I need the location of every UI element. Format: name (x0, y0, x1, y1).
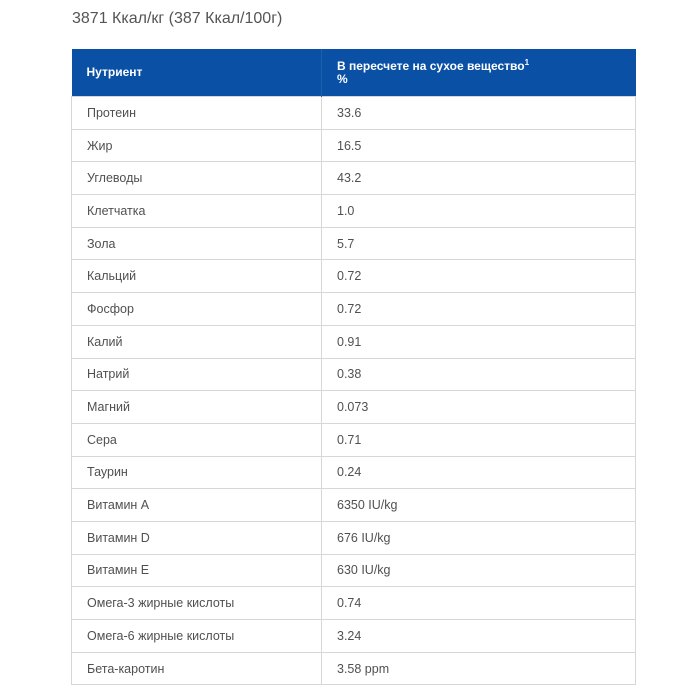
nutrient-value: 0.073 (322, 391, 636, 424)
table-row (72, 260, 636, 293)
nutrient-value: 0.71 (322, 423, 636, 456)
nutrient-name: Витамин Е (72, 554, 322, 587)
nutrient-name: Витамин D (72, 521, 322, 554)
nutrient-name: Фосфор (72, 293, 322, 326)
table-row (72, 97, 636, 130)
header-footnote-marker: 1 (524, 57, 530, 67)
nutrient-value: 43.2 (322, 162, 636, 195)
nutrient-name: Магний (72, 391, 322, 424)
table-row (72, 358, 636, 391)
nutrient-value: 0.72 (322, 260, 636, 293)
nutrient-value: 16.5 (322, 129, 636, 162)
table-row (72, 195, 636, 228)
nutrient-value: 3.58 ppm (322, 652, 636, 685)
nutrient-name: Таурин (72, 456, 322, 489)
table-body (72, 97, 636, 685)
nutrient-value: 0.91 (322, 325, 636, 358)
table-row (72, 227, 636, 260)
nutrient-name: Бета-каротин (72, 652, 322, 685)
table-row (72, 652, 636, 685)
energy-heading: 3871 Ккал/кг (387 Ккал/100г) (72, 10, 283, 27)
table-header-row (72, 49, 636, 97)
nutrient-value: 1.0 (322, 195, 636, 228)
nutrient-value: 3.24 (322, 620, 636, 653)
table-row (72, 521, 636, 554)
header-dry-matter-label: В пересчете на сухое вещество (337, 58, 525, 73)
table-row (72, 162, 636, 195)
nutrient-value: 676 IU/kg (322, 521, 636, 554)
table-row (72, 129, 636, 162)
table-row (72, 620, 636, 653)
nutrient-name: Протеин (72, 97, 322, 130)
table-row (72, 423, 636, 456)
nutrient-value: 0.72 (322, 293, 636, 326)
table-row (72, 293, 636, 326)
header-nutrient: Нутриент (72, 49, 322, 97)
nutrient-name: Жир (72, 129, 322, 162)
table-row (72, 554, 636, 587)
nutrient-name: Углеводы (72, 162, 322, 195)
nutrient-value: 0.24 (322, 456, 636, 489)
nutrient-value: 5.7 (322, 227, 636, 260)
nutrient-value: 630 IU/kg (322, 554, 636, 587)
table-row (72, 587, 636, 620)
nutrient-name: Омега-3 жирные кислоты (72, 587, 322, 620)
nutrient-name: Кальций (72, 260, 322, 293)
table-row (72, 391, 636, 424)
nutrient-name: Витамин А (72, 489, 322, 522)
nutrient-value: 0.38 (322, 358, 636, 391)
nutrient-name: Зола (72, 227, 322, 260)
nutrient-value: 0.74 (322, 587, 636, 620)
table-row (72, 489, 636, 522)
nutrient-value: 33.6 (322, 97, 636, 130)
nutrient-name: Натрий (72, 358, 322, 391)
header-unit: % (337, 71, 348, 86)
nutrient-name: Сера (72, 423, 322, 456)
header-dry-matter (322, 49, 636, 97)
nutrient-name: Омега-6 жирные кислоты (72, 620, 322, 653)
nutrient-name: Клетчатка (72, 195, 322, 228)
table-row (72, 325, 636, 358)
nutrient-name: Калий (72, 325, 322, 358)
nutrient-table (71, 49, 636, 685)
nutrient-value: 6350 IU/kg (322, 489, 636, 522)
table-row (72, 456, 636, 489)
